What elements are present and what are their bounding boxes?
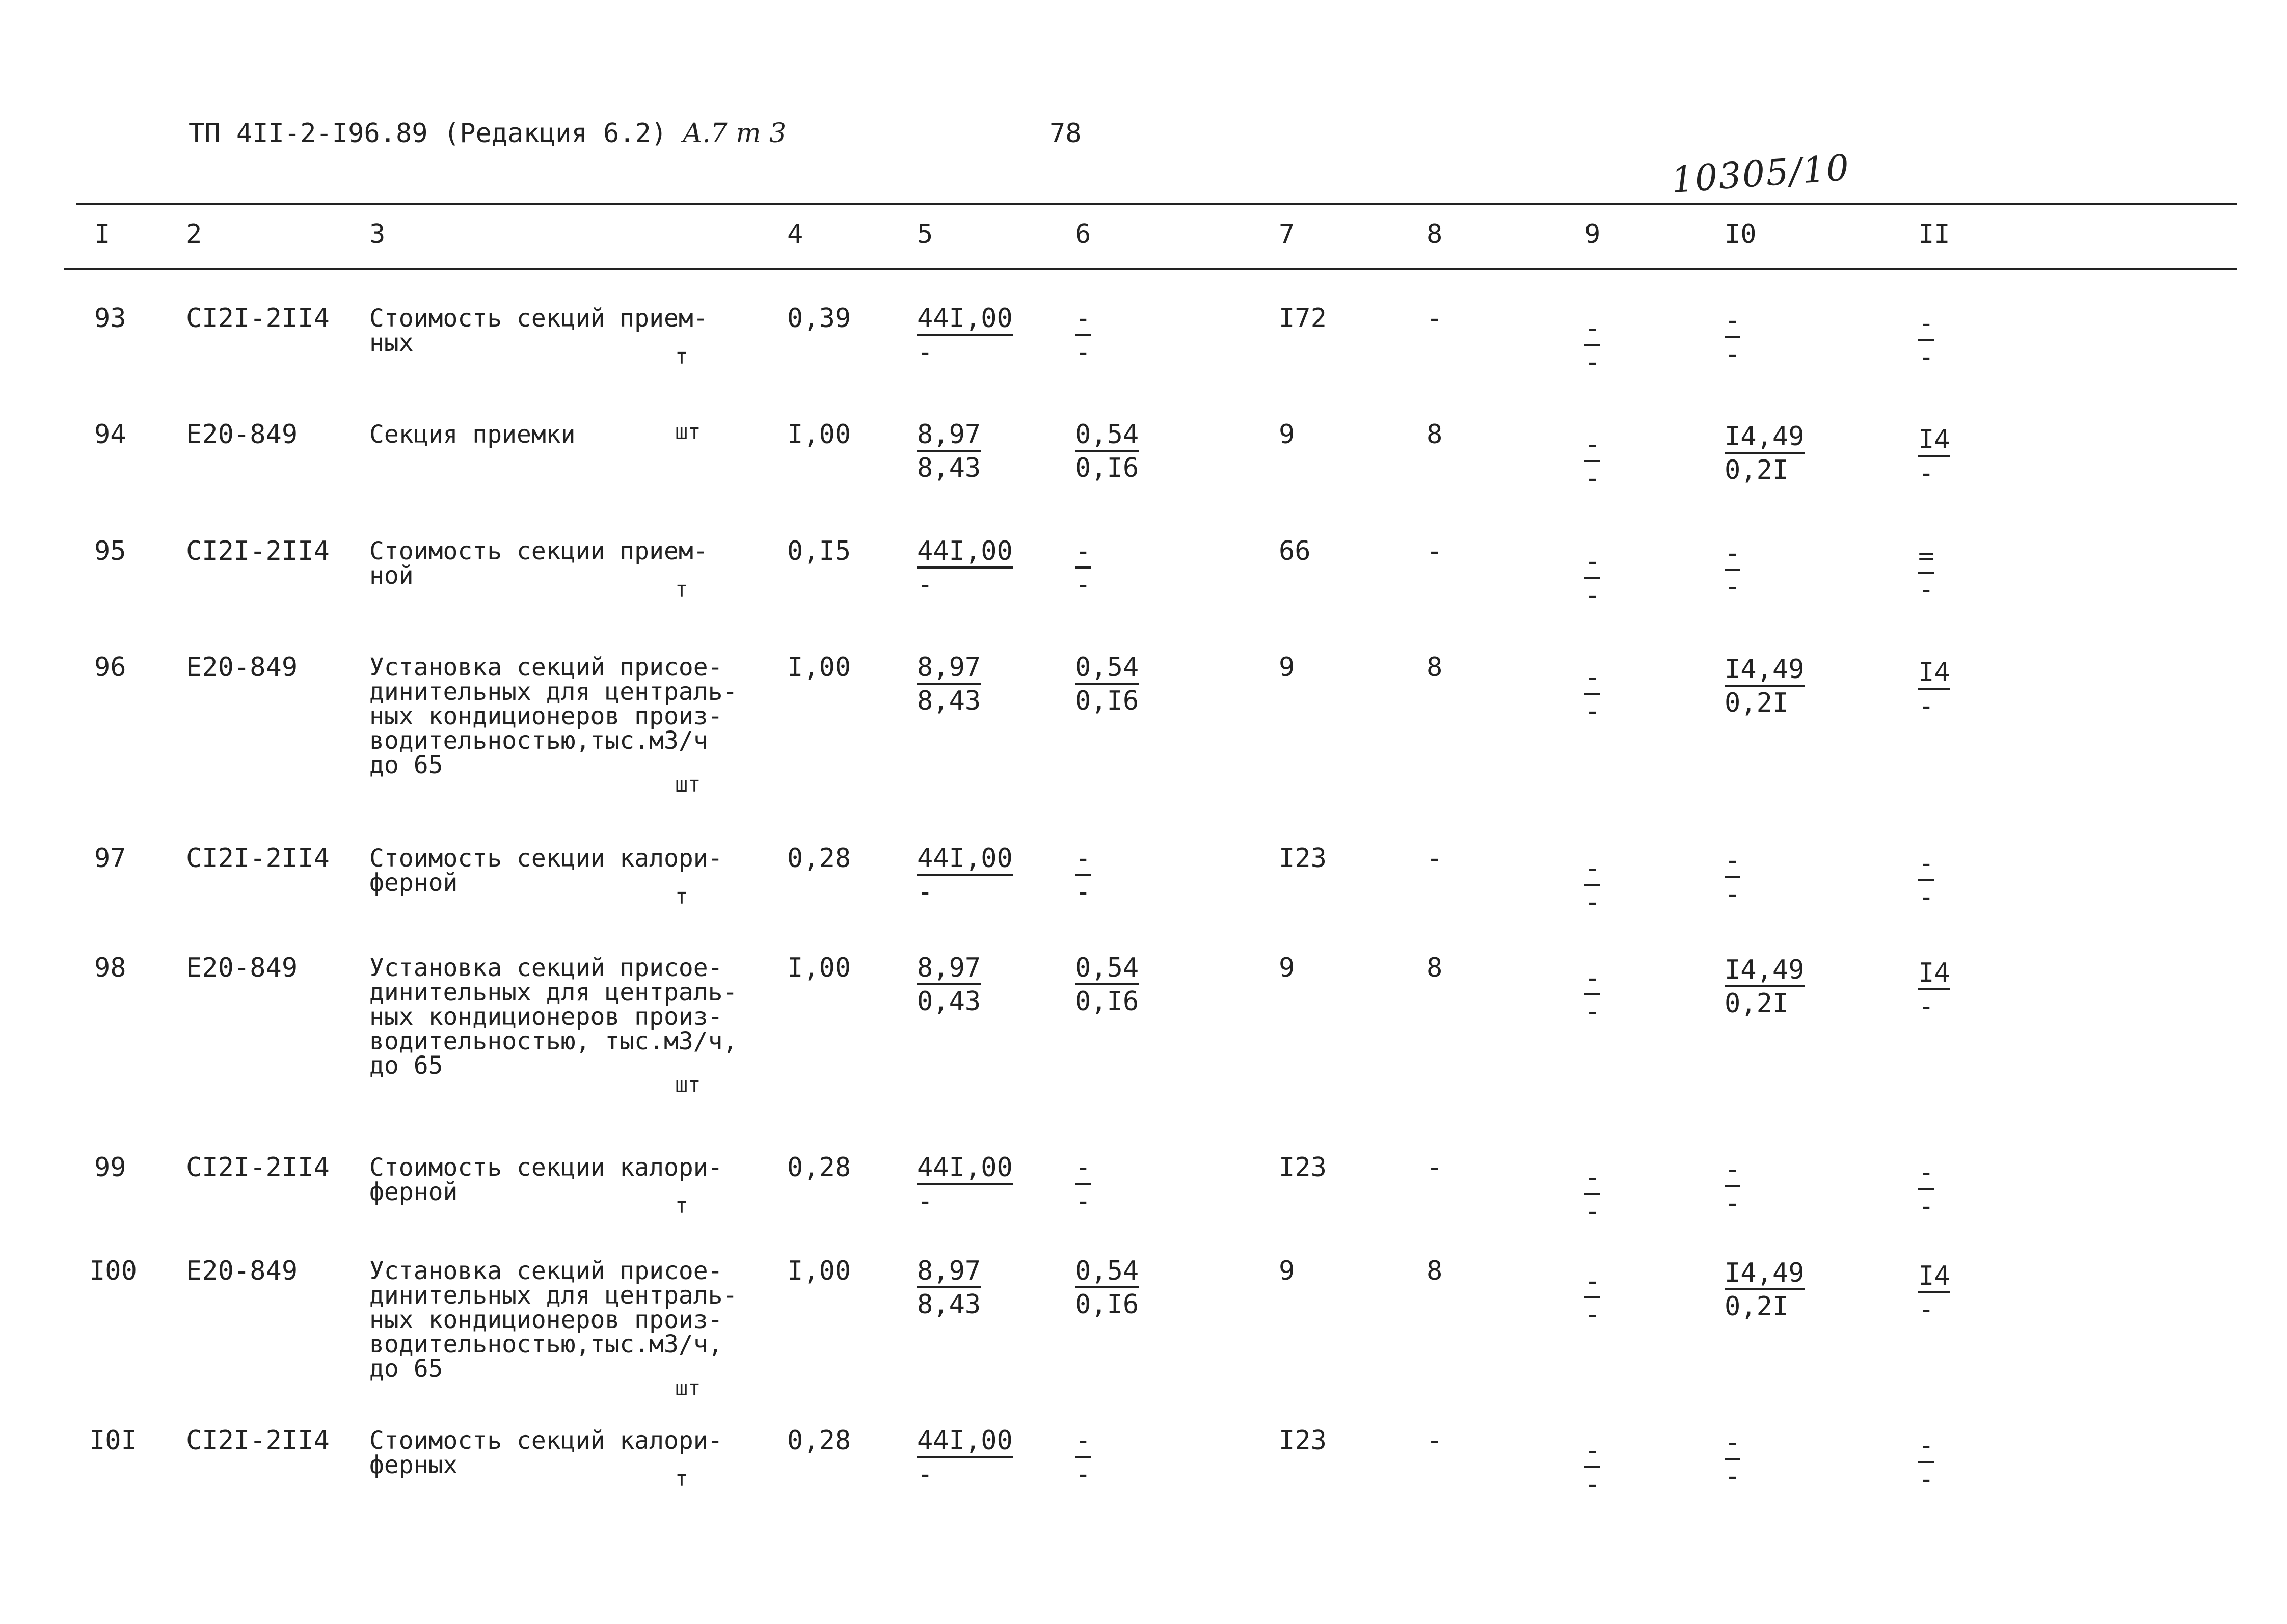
fraction-numerator: - — [1918, 1158, 1934, 1190]
fraction-col-10 — [1725, 421, 1805, 484]
fraction-denominator: - — [1918, 575, 1934, 605]
fraction-col-5 — [917, 843, 1013, 906]
unit-of-measure: шт — [675, 1072, 701, 1097]
fraction-numerator: I4,49 — [1725, 1259, 1805, 1290]
fraction-denominator: - — [1725, 1188, 1741, 1219]
rate-code: E20-849 — [186, 652, 298, 683]
fraction-col-5 — [917, 953, 981, 1016]
fraction-col-5 — [917, 536, 1013, 599]
table-header-rule — [64, 268, 2237, 270]
fraction-col-11 — [1918, 424, 1950, 488]
fraction-denominator: - — [1075, 877, 1091, 907]
unit-of-measure: т — [675, 1193, 688, 1218]
col-8-value: 8 — [1427, 953, 1443, 983]
fraction-denominator: - — [917, 570, 933, 600]
doc-code: ТП 4II-2-I96.89 (Редакция 6.2) — [189, 118, 667, 149]
fraction-col-10 — [1725, 1258, 1805, 1321]
fraction-denominator: - — [1725, 1461, 1741, 1492]
document-header — [189, 118, 786, 149]
rate-code: CI2I-2II4 — [186, 1152, 330, 1183]
column-header-7: 7 — [1279, 219, 1295, 250]
fraction-col-9 — [1584, 662, 1600, 725]
fraction-numerator: 0,54 — [1075, 653, 1139, 685]
row-number: I00 — [89, 1256, 137, 1286]
rate-code: CI2I-2II4 — [186, 843, 330, 874]
fraction-numerator: 44I,00 — [917, 1153, 1013, 1185]
column-header-1: I — [94, 219, 111, 250]
fraction-denominator: 8,43 — [917, 686, 981, 716]
unit-of-measure: т — [675, 884, 688, 909]
column-header-10: I0 — [1725, 219, 1757, 250]
fraction-denominator: - — [1584, 887, 1601, 917]
row-number: 96 — [94, 652, 126, 683]
fraction-col-6 — [1075, 1152, 1091, 1215]
fraction-denominator: - — [1918, 342, 1934, 372]
fraction-col-11 — [1918, 958, 1950, 1021]
fraction-col-6 — [1075, 536, 1091, 599]
rate-code: CI2I-2II4 — [186, 536, 330, 566]
quantity: 0,28 — [787, 1425, 851, 1456]
fraction-col-9 — [1584, 1162, 1600, 1226]
fraction-numerator: - — [1725, 846, 1740, 878]
col-7-value: 9 — [1279, 652, 1295, 683]
table-top-rule — [76, 203, 2237, 205]
fraction-col-10 — [1725, 305, 1740, 368]
fraction-col-10 — [1725, 538, 1740, 601]
quantity: I,00 — [787, 953, 851, 983]
fraction-denominator: - — [1075, 570, 1091, 600]
fraction-col-5 — [917, 1152, 1013, 1215]
fraction-denominator: 0,43 — [917, 986, 981, 1017]
col-7-value: I72 — [1279, 303, 1327, 334]
unit-of-measure: т — [675, 577, 688, 602]
col-8-value: - — [1427, 1152, 1443, 1183]
column-header-9: 9 — [1584, 219, 1601, 250]
row-number: 97 — [94, 843, 126, 874]
fraction-col-5 — [917, 419, 981, 482]
fraction-denominator: 0,I6 — [1075, 453, 1139, 483]
fraction-numerator: I4 — [1918, 425, 1950, 457]
fraction-denominator: 0,2I — [1725, 688, 1789, 718]
fraction-denominator: - — [1918, 882, 1934, 912]
fraction-numerator: I4,49 — [1725, 422, 1805, 454]
fraction-numerator: 44I,00 — [917, 1426, 1013, 1458]
quantity: I,00 — [787, 652, 851, 683]
col-7-value: 66 — [1279, 536, 1311, 566]
work-description: Установка секций присое- динительных для централь- ных кондиционеров произ- водительностью,тыс.м3/ч, до 65 — [369, 1257, 738, 1383]
fraction-numerator: = — [1918, 542, 1934, 574]
fraction-denominator: - — [1725, 879, 1741, 909]
rate-code: E20-849 — [186, 1256, 298, 1286]
work-description: Секция приемки — [369, 420, 576, 449]
fraction-col-5 — [917, 303, 1013, 366]
fraction-denominator: - — [1725, 339, 1741, 369]
fraction-denominator: - — [917, 1459, 933, 1490]
fraction-numerator: - — [1918, 849, 1934, 881]
fraction-numerator: - — [1584, 964, 1600, 995]
fraction-numerator: - — [1584, 547, 1600, 579]
fraction-numerator: 8,97 — [917, 420, 981, 452]
fraction-col-11 — [1918, 657, 1950, 720]
column-header-11: II — [1918, 219, 1950, 250]
fraction-denominator: - — [917, 877, 933, 907]
col-8-value: - — [1427, 1425, 1443, 1456]
fraction-col-11 — [1918, 541, 1934, 604]
fraction-numerator: - — [1584, 314, 1600, 346]
fraction-col-10 — [1725, 845, 1740, 908]
quantity: 0,39 — [787, 303, 851, 334]
fraction-denominator: 0,2I — [1725, 988, 1789, 1019]
fraction-numerator: - — [1725, 539, 1740, 571]
fraction-numerator: - — [1075, 304, 1091, 336]
rate-code: CI2I-2II4 — [186, 303, 330, 334]
fraction-numerator: - — [1075, 844, 1091, 876]
fraction-denominator: - — [1584, 580, 1601, 610]
fraction-denominator: - — [1584, 996, 1601, 1027]
fraction-numerator: 0,54 — [1075, 1257, 1139, 1288]
fraction-col-6 — [1075, 1256, 1139, 1319]
fraction-numerator: 0,54 — [1075, 954, 1139, 985]
fraction-col-9 — [1584, 429, 1600, 493]
fraction-col-6 — [1075, 652, 1139, 715]
fraction-numerator: I4 — [1918, 658, 1950, 690]
fraction-numerator: - — [1725, 1428, 1740, 1460]
fraction-col-5 — [917, 652, 981, 715]
quantity: I,00 — [787, 1256, 851, 1286]
quantity: 0,28 — [787, 1152, 851, 1183]
rate-code: E20-849 — [186, 953, 298, 983]
fraction-denominator: 0,I6 — [1075, 1289, 1139, 1320]
fraction-denominator: - — [917, 337, 933, 367]
work-description: Стоимость секции прием- ной — [369, 537, 708, 590]
fraction-numerator: 8,97 — [917, 954, 981, 985]
fraction-col-10 — [1725, 654, 1805, 717]
fraction-col-11 — [1918, 1430, 1934, 1494]
fraction-numerator: 8,97 — [917, 653, 981, 685]
unit-of-measure: т — [675, 344, 688, 369]
fraction-numerator: 8,97 — [917, 1257, 981, 1288]
fraction-denominator: 8,43 — [917, 453, 981, 483]
fraction-col-9 — [1584, 1266, 1600, 1329]
quantity: 0,28 — [787, 843, 851, 874]
column-header-2: 2 — [186, 219, 202, 250]
work-description: Стоимость секции калори- ферной — [369, 1153, 723, 1206]
fraction-col-6 — [1075, 303, 1091, 366]
unit-of-measure: шт — [675, 772, 701, 797]
row-number: 94 — [94, 419, 126, 450]
page-number: 78 — [1050, 118, 1082, 149]
column-header-4: 4 — [787, 219, 803, 250]
fraction-numerator: 44I,00 — [917, 844, 1013, 876]
fraction-denominator: - — [1075, 337, 1091, 367]
fraction-col-6 — [1075, 1425, 1091, 1488]
fraction-denominator: - — [1584, 1196, 1601, 1227]
fraction-col-9 — [1584, 313, 1600, 376]
col-8-value: - — [1427, 303, 1443, 334]
fraction-numerator: - — [1918, 1431, 1934, 1463]
fraction-numerator: - — [1075, 537, 1091, 569]
fraction-numerator: 44I,00 — [917, 304, 1013, 336]
unit-of-measure: шт — [675, 1375, 701, 1400]
fraction-numerator: - — [1584, 854, 1600, 886]
work-description: Установка секций присое- динительных для централь- ных кондиционеров произ- водительностью, тыс.м3/ч, до 65 — [369, 954, 738, 1080]
fraction-col-6 — [1075, 843, 1091, 906]
rate-code: E20-849 — [186, 419, 298, 450]
row-number: 99 — [94, 1152, 126, 1183]
work-description: Стоимость секций прием- ных — [369, 304, 708, 357]
fraction-denominator: 0,I6 — [1075, 686, 1139, 716]
fraction-denominator: - — [1918, 1294, 1934, 1325]
col-8-value: - — [1427, 536, 1443, 566]
unit-of-measure: шт — [675, 419, 701, 444]
fraction-col-9 — [1584, 853, 1600, 916]
fraction-col-10 — [1725, 1154, 1740, 1217]
fraction-col-11 — [1918, 1261, 1950, 1324]
fraction-numerator: - — [1075, 1426, 1091, 1458]
fraction-numerator: I4,49 — [1725, 956, 1805, 987]
fraction-denominator: 0,2I — [1725, 1291, 1789, 1322]
fraction-denominator: - — [1725, 572, 1741, 602]
fraction-col-6 — [1075, 953, 1139, 1016]
unit-of-measure: т — [675, 1466, 688, 1491]
work-description: Стоимость секции калори- ферной — [369, 844, 723, 897]
fraction-col-11 — [1918, 848, 1934, 911]
fraction-denominator: - — [1584, 1300, 1601, 1330]
fraction-col-11 — [1918, 1157, 1934, 1221]
row-number: I0I — [89, 1425, 137, 1456]
fraction-col-10 — [1725, 955, 1805, 1018]
fraction-col-5 — [917, 1425, 1013, 1488]
fraction-denominator: - — [1584, 696, 1601, 726]
column-header-3: 3 — [369, 219, 386, 250]
col-7-value: I23 — [1279, 843, 1327, 874]
col-7-value: 9 — [1279, 1256, 1295, 1286]
col-7-value: I23 — [1279, 1152, 1327, 1183]
fraction-denominator: - — [917, 1186, 933, 1216]
fraction-col-10 — [1725, 1427, 1740, 1491]
col-7-value: 9 — [1279, 419, 1295, 450]
fraction-denominator: 0,2I — [1725, 455, 1789, 485]
fraction-numerator: - — [1725, 306, 1740, 338]
work-description: Установка секций присое- динительных для централь- ных кондиционеров произ- водительностью,тыс.м3/ч до 65 — [369, 653, 738, 779]
col-7-value: I23 — [1279, 1425, 1327, 1456]
row-number: 93 — [94, 303, 126, 334]
fraction-col-9 — [1584, 546, 1600, 609]
col-8-value: 8 — [1427, 419, 1443, 450]
fraction-numerator: - — [1584, 1267, 1600, 1298]
fraction-col-5 — [917, 1256, 981, 1319]
row-number: 95 — [94, 536, 126, 566]
fraction-numerator: I4,49 — [1725, 655, 1805, 687]
fraction-numerator: - — [1075, 1153, 1091, 1185]
fraction-denominator: - — [1918, 1191, 1934, 1222]
fraction-numerator: 0,54 — [1075, 420, 1139, 452]
fraction-col-11 — [1918, 308, 1934, 371]
fraction-denominator: - — [1584, 347, 1601, 377]
col-8-value: - — [1427, 843, 1443, 874]
fraction-denominator: - — [1075, 1459, 1091, 1490]
fraction-denominator: - — [1584, 463, 1601, 494]
fraction-denominator: 0,I6 — [1075, 986, 1139, 1017]
fraction-denominator: - — [1584, 1469, 1601, 1500]
fraction-denominator: - — [1918, 691, 1934, 721]
fraction-col-9 — [1584, 963, 1600, 1026]
fraction-denominator: - — [1075, 1186, 1091, 1216]
fraction-numerator: - — [1584, 430, 1600, 462]
fraction-numerator: - — [1725, 1155, 1740, 1187]
quantity: 0,I5 — [787, 536, 851, 566]
album-mark: A.7 т 3 — [683, 118, 787, 149]
column-header-5: 5 — [917, 219, 933, 250]
fraction-denominator: 8,43 — [917, 1289, 981, 1320]
fraction-numerator: - — [1584, 1163, 1600, 1195]
row-number: 98 — [94, 953, 126, 983]
column-header-8: 8 — [1427, 219, 1443, 250]
fraction-col-9 — [1584, 1436, 1600, 1499]
fraction-numerator: - — [1918, 309, 1934, 341]
archive-number: 10305/10 — [1670, 146, 1851, 201]
column-header-6: 6 — [1075, 219, 1091, 250]
fraction-denominator: - — [1918, 1464, 1934, 1495]
fraction-numerator: - — [1584, 663, 1600, 695]
fraction-numerator: 44I,00 — [917, 537, 1013, 569]
col-8-value: 8 — [1427, 652, 1443, 683]
fraction-numerator: I4 — [1918, 1262, 1950, 1293]
col-8-value: 8 — [1427, 1256, 1443, 1286]
fraction-col-6 — [1075, 419, 1139, 482]
work-description: Стоимость секций калори- ферных — [369, 1426, 723, 1479]
fraction-denominator: - — [1918, 458, 1934, 489]
fraction-numerator: I4 — [1918, 959, 1950, 990]
quantity: I,00 — [787, 419, 851, 450]
fraction-denominator: - — [1918, 991, 1934, 1022]
fraction-numerator: - — [1584, 1437, 1600, 1468]
rate-code: CI2I-2II4 — [186, 1425, 330, 1456]
col-7-value: 9 — [1279, 953, 1295, 983]
